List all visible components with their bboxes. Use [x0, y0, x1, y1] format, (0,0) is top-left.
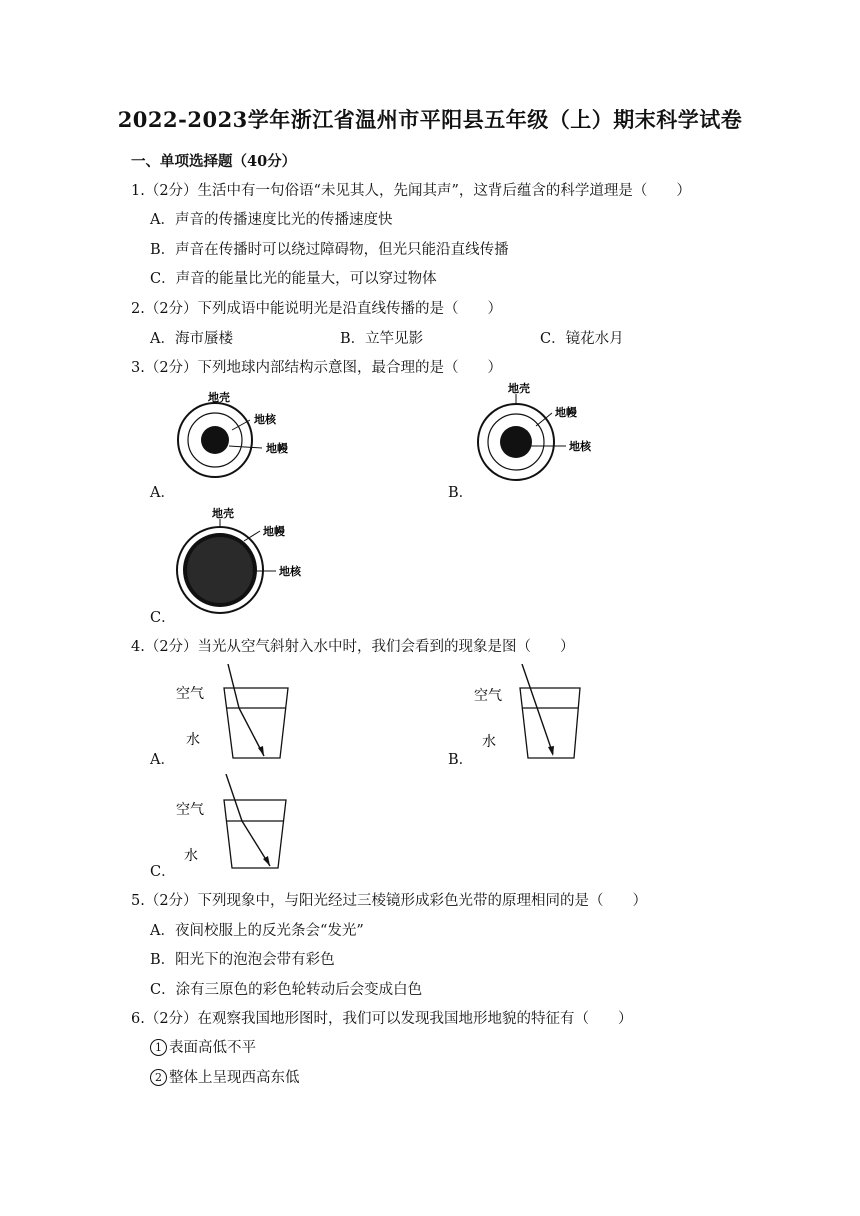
- label-core: 地核: [569, 440, 591, 453]
- item-number-circle: 2: [150, 1069, 167, 1086]
- label-mantle: 地幔: [266, 442, 288, 455]
- question-2-option-a: A．海市蜃楼: [150, 331, 233, 347]
- label-crust: 地壳: [508, 382, 530, 395]
- label-water: 水: [184, 848, 198, 864]
- question-2-option-c: C．镜花水月: [540, 331, 624, 347]
- label-crust: 地壳: [212, 507, 234, 520]
- page-title: 2022-2023学年浙江省温州市平阳县五年级（上）期末科学试卷: [117, 107, 743, 132]
- label-air: 空气: [176, 802, 204, 818]
- refraction-diagram-b: [470, 664, 600, 764]
- question-2-stem: 2.（2分）下列成语中能说明光是沿直线传播的是（ ）: [131, 301, 503, 317]
- question-3-option-c: C．: [150, 610, 176, 626]
- question-5-option-b: B．阳光下的泡泡会带有彩色: [150, 952, 335, 968]
- cup: [224, 800, 286, 868]
- label-water: 水: [186, 732, 200, 748]
- question-5-stem: 5.（2分）下列现象中，与阳光经过三棱镜形成彩色光带的原理相同的是（ ）: [131, 893, 648, 909]
- question-2-option-b: B．立竿见影: [340, 331, 424, 347]
- core-disc: [201, 426, 229, 454]
- question-4-option-a: A．: [150, 752, 175, 768]
- earth-structure-diagram-a: [170, 383, 300, 495]
- label-crust: 地壳: [208, 391, 230, 404]
- question-4-option-c: C．: [150, 864, 176, 880]
- question-5-option-a: A．夜间校服上的反光条会“发光”: [150, 923, 364, 939]
- earth-structure-diagram-c: [168, 505, 318, 620]
- item-text: 整体上呈现西高东低: [169, 1070, 300, 1086]
- refraction-diagram-c: [170, 774, 300, 874]
- question-6-item-2: [150, 1066, 300, 1087]
- cup: [224, 688, 288, 758]
- earth-structure-diagram-b: [466, 380, 606, 495]
- question-6-stem: 6.（2分）在观察我国地形图时，我们可以发现我国地形地貌的特征有（ ）: [131, 1011, 633, 1027]
- question-3-option-b: B．: [448, 485, 474, 501]
- question-1-stem: 1.（2分）生活中有一句俗语“未见其人，先闻其声”，这背后蕴含的科学道理是（ ）: [131, 183, 691, 199]
- label-air: 空气: [474, 688, 502, 704]
- question-4-stem: 4.（2分）当光从空气斜射入水中时，我们会看到的现象是图（ ）: [131, 639, 575, 655]
- question-4-option-b: B．: [448, 752, 474, 768]
- core-disc: [500, 426, 532, 458]
- label-core: 地核: [254, 413, 276, 426]
- refraction-diagram-a: [170, 664, 300, 764]
- question-1-option-c: C．声音的能量比光的能量大，可以穿过物体: [150, 271, 437, 287]
- label-water: 水: [482, 734, 496, 750]
- question-1-option-a: A．声音的传播速度比光的传播速度快: [150, 212, 393, 228]
- label-core: 地核: [279, 565, 301, 578]
- item-text: 表面高低不平: [169, 1040, 256, 1056]
- incident-ray: [226, 774, 242, 821]
- core-disc: [187, 537, 253, 603]
- question-5-option-c: C．涂有三原色的彩色轮转动后会变成白色: [150, 982, 423, 998]
- question-3-stem: 3.（2分）下列地球内部结构示意图，最合理的是（ ）: [131, 360, 503, 376]
- label-mantle: 地幔: [263, 525, 285, 538]
- section-heading: 一、单项选择题（40分）: [131, 153, 297, 170]
- question-3-option-a: A．: [150, 485, 175, 501]
- question-6-item-1: [150, 1036, 256, 1057]
- item-number-circle: 1: [150, 1039, 167, 1056]
- question-1-option-b: B．声音在传播时可以绕过障碍物，但光只能沿直线传播: [150, 242, 509, 258]
- incident-ray: [228, 664, 239, 708]
- label-mantle: 地幔: [555, 406, 577, 419]
- label-air: 空气: [176, 686, 204, 702]
